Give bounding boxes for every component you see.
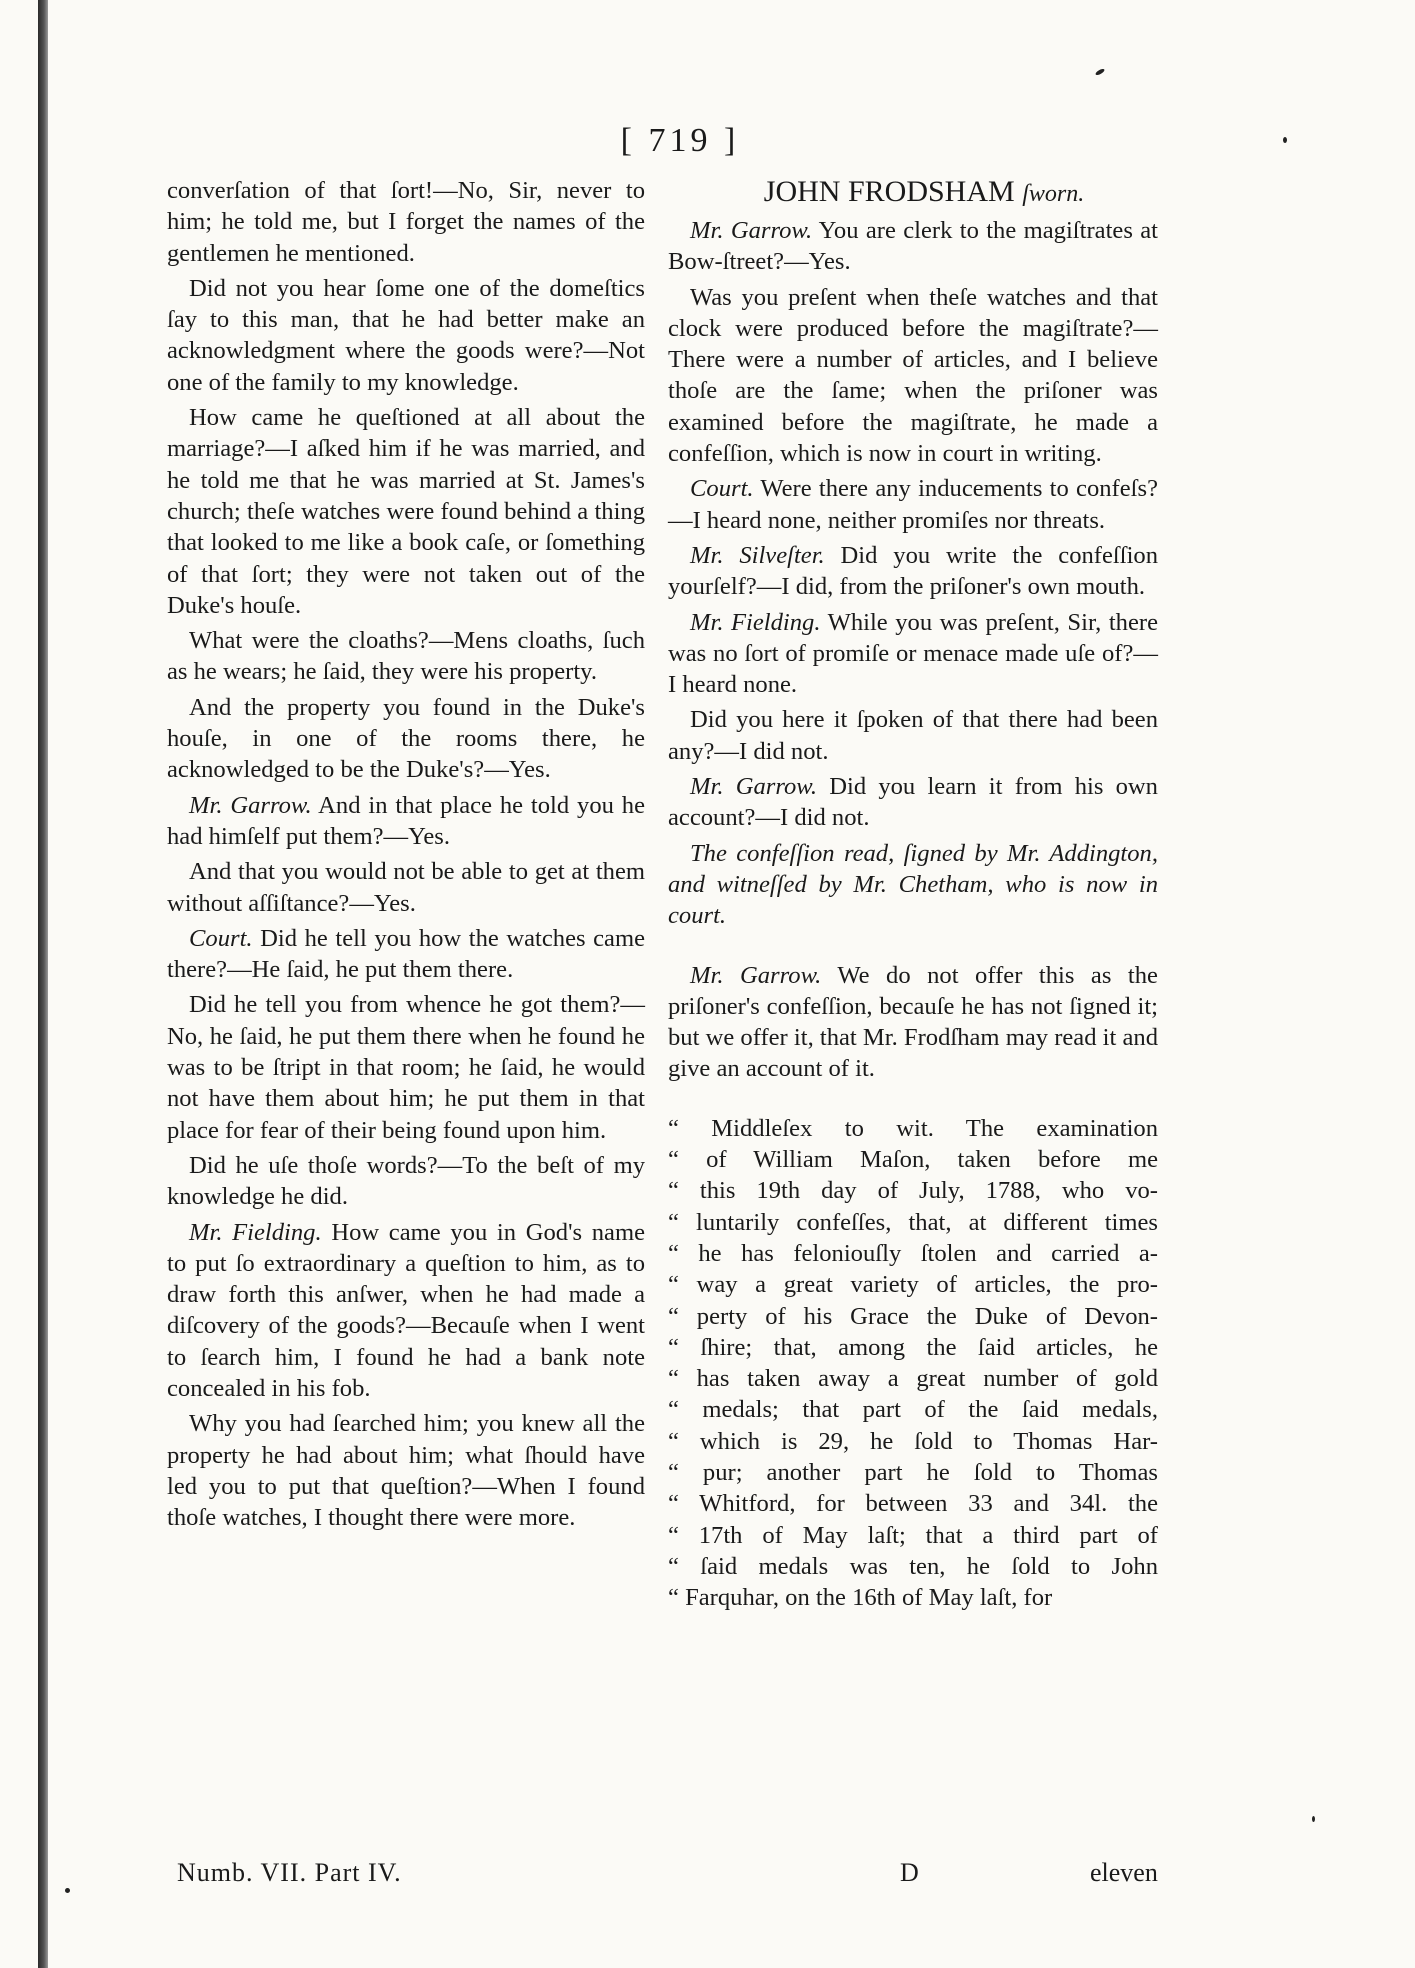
testimony-paragraph [167,1217,645,1405]
right-column [668,175,1158,1613]
garrow-paragraph [668,960,1158,1085]
testimony-paragraph [668,540,1158,603]
ink-speck [1312,1816,1315,1822]
ink-speck [1095,68,1106,76]
speaker-label: Mr. Silveſter. [690,541,825,569]
testimony-paragraph [668,704,1158,767]
examination-line: “ way a great variety of articles, the pro- [668,1271,1158,1299]
examination-line: “ of William Maſon, taken before me [668,1146,1158,1174]
examination-line: “ has taken away a great number of gold [668,1365,1158,1393]
catchword: eleven [1090,1858,1158,1887]
paragraph-text: Did not you hear ſome one of the domeſtics ſay to this man, that he had better make an acknowledgment where the goods were?—Not one of the family to my knowledge. [167,274,645,396]
testimony-paragraph [167,790,645,853]
speaker-label: Mr. Garrow. [690,217,813,244]
examination-line: “ Farquhar, on the 16th of May laſt, for [668,1584,1053,1612]
examination-line: “ this 19th day of July, 1788, who vo- [668,1177,1158,1205]
speaker-label: Mr. Garrow. [690,773,818,801]
sworn-label: ſworn. [1022,181,1085,207]
paragraph-text: How came he queſtioned at all about the marriage?—I aſked him if he was married, and he told me that he was married at St. James's church; theſe watches were found behind a thing that looked to me like a book caſe, or ſomething of that ſort; they were not taken out of the Duke's houſe. [167,404,645,619]
paragraph-text: Did he uſe thoſe words?—To the beſt of my knowledge he did. [167,1151,645,1211]
testimony-paragraph [167,856,645,919]
examination-line: “ perty of his Grace the Duke of Devon- [668,1302,1158,1330]
page-number: [ 719 ] [620,122,740,159]
ink-speck [1283,137,1287,143]
testimony-paragraph [668,607,1158,701]
paragraph-text: Did he tell you how the watches came there?—He ſaid, he put them there. [167,924,646,984]
paragraph-text: Did he tell you from whence he got them?—No, he ſaid, he put them there when he found he was to be ſtript in that room; he ſaid, he would not have them about him; he put them in that place for fear of their being found upon him. [167,991,645,1144]
speaker-label: Mr. Fielding. [690,608,821,636]
testimony-paragraph [167,923,645,986]
witness-heading [668,175,1158,211]
speaker-label: Mr. Garrow. [690,961,822,989]
examination-line: “ ſaid medals was ten, he ſold to John [668,1552,1158,1580]
testimony-paragraph [167,989,645,1145]
signature-mark: Numb. VII. Part IV. [177,1858,402,1887]
testimony-paragraph [167,1150,645,1213]
confession-note: The confeſſion read, ſigned by Mr. Addington, and witneſſed by Mr. Chetham, who is now in court. [668,839,1158,930]
examination-line: “ ſhire; that, among the ſaid articles, he [668,1333,1158,1361]
paragraph-text: Were there any inducements to confeſs?—I heard none, neither promiſes nor threats. [668,475,1158,534]
testimony-paragraph [668,215,1158,278]
examination-line: “ pur; another part he ſold to Thomas [668,1458,1158,1486]
page-binding-edge [38,0,48,1968]
testimony-paragraph [668,473,1158,536]
testimony-paragraph [167,175,645,269]
paragraph-text: And the property you found in the Duke's houſe, in one of the rooms there, he acknowledged to be the Duke's?—Yes. [167,693,645,784]
gathering-signature: D [900,1858,919,1887]
testimony-paragraph [167,625,645,688]
examination-line: “ Whitford, for between 33 and 34l. the [668,1490,1158,1518]
paragraph-text: While you was preſent, Sir, there was no ſort of promiſe or menace made uſe of?—I heard none. [668,608,1158,699]
paragraph-text: Was you preſent when theſe watches and that clock were produced before the magiſtrate?—There were a number of articles, and I believe thoſe are the ſame; when the priſoner was examined before the magiſtrate, he made a confeſſion, which is now in court in writing. [668,283,1158,468]
paragraph-text: We do not offer this as the priſoner's confeſſion, becauſe he has not ſigned it; but we offer it, that Mr. Frodſham may read it and give an account of it. [668,961,1158,1083]
paragraph-text: Did you here it ſpoken of that there had been any?—I did not. [668,706,1158,765]
speaker-label: Court. [690,475,754,503]
examination-line: “ 17th of May laſt; that a third part of [668,1521,1158,1549]
testimony-paragraph [167,692,645,786]
testimony-paragraph [167,402,645,621]
testimony-paragraph [167,273,645,398]
paragraph-text: Did you write the confeſſion yourſelf?—I did, from the priſoner's own mouth. [668,541,1158,601]
speaker-label: Court. [189,924,253,952]
examination-line: “ luntarily confeſſes, that, at different times [668,1208,1158,1236]
examination-line: “ medals; that part of the ſaid medals, [668,1396,1158,1424]
testimony-paragraph [668,282,1158,470]
speaker-label: Mr. Garrow. [189,791,312,819]
paragraph-text: And in that place he told you he had himſelf put them?—Yes. [167,791,645,850]
paragraph-text: You are clerk to the magiſtrates at Bow-ſtreet?—Yes. [668,217,1158,276]
examination-line: “ he has feloniouſly ſtolen and carried a- [668,1239,1158,1267]
paragraph-text: Why you had ſearched him; you knew all the property he had about him; what ſhould have led you to put that queſtion?—When I found thoſe watches, I thought there were more. [167,1410,645,1532]
paragraph-text: How came you in God's name to put ſo extraordinary a queſtion to him, as to draw forth this anſwer, when he had made a diſcovery of the goods?—Becauſe when I went to ſearch him, I found he had a bank note concealed in his fob. [167,1218,645,1402]
left-column [167,175,645,1537]
speaker-label: Mr. Fielding. [189,1218,322,1246]
paragraph-text: What were the cloaths?—Mens cloaths, ſuch as he wears; he ſaid, they were his property. [167,627,645,686]
paragraph-text: Did you learn it from his own account?—I did not. [668,773,1158,832]
testimony-paragraphs [668,215,1158,834]
paragraph-text: And that you would not be able to get at them without aſſiſtance?—Yes. [167,858,645,917]
examination-line: “ Middleſex to wit. The examination [668,1114,1158,1142]
testimony-paragraph [167,1408,645,1533]
paragraph-text: converſation of that ſort!—No, Sir, never to him; he told me, but I forget the names of the gentlemen he mentioned. [167,177,645,267]
ink-speck [65,1888,70,1893]
examination-line: “ which is 29, he ſold to Thomas Har- [668,1427,1158,1455]
examination-transcript [668,1113,1158,1614]
testimony-paragraph [668,771,1158,834]
witness-name: JOHN FRODSHAM [763,175,1015,208]
